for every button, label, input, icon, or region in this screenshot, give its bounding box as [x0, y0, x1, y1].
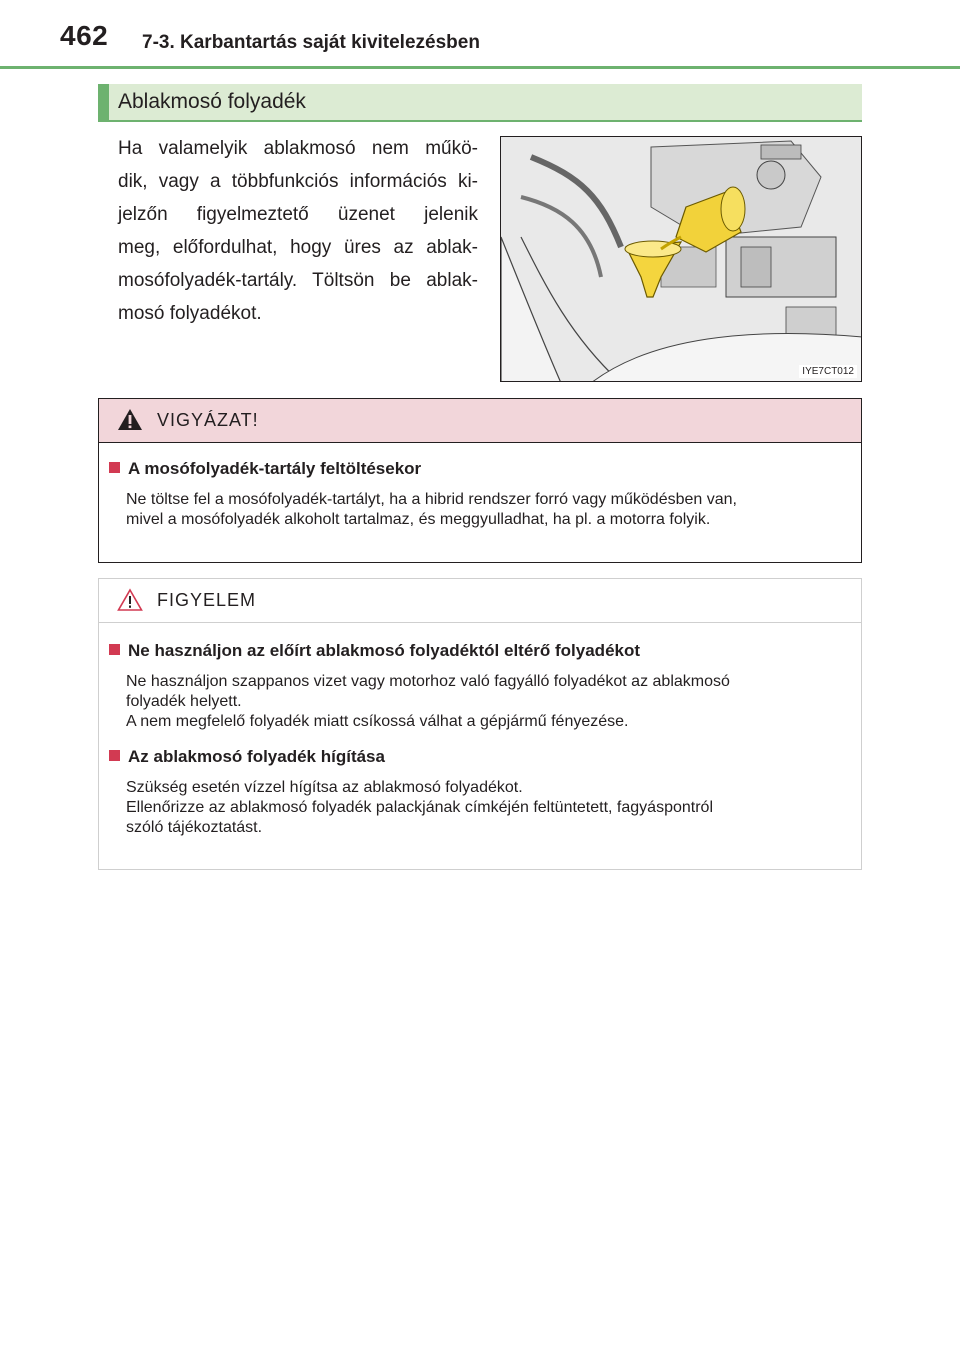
intro-line: mosó folyadékot. — [118, 303, 262, 324]
intro-line: Ha valamelyik ablakmosó nem műkö- — [118, 138, 478, 159]
intro-line: dik, vagy a többfunkciós információs ki- — [118, 171, 478, 192]
warning-body-line: mivel a mosófolyadék alkoholt tartalmaz, és meggyulladhat, ha pl. a motorra folyik. — [126, 511, 711, 528]
warning-item-heading-wrap — [109, 459, 421, 479]
intro-line: mosófolyadék-tartály. Töltsön be ablak- — [118, 270, 478, 291]
header-divider — [0, 66, 960, 69]
notice-body-line: Szükség esetén vízzel hígítsa az ablakmosó folyadékot. — [126, 779, 523, 796]
notice-item-heading: Az ablakmosó folyadék hígítása — [128, 747, 385, 766]
engine-bay-illustration — [500, 136, 862, 382]
intro-paragraph — [118, 132, 478, 330]
notice-item-heading-wrap — [109, 747, 385, 767]
notice-item-body — [126, 672, 846, 732]
notice-body-line: folyadék helyett. — [126, 693, 242, 710]
page-number: 462 — [60, 20, 109, 51]
image-code: IYE7CT012 — [799, 365, 857, 378]
intro-line: jelzőn figyelmeztető üzenet jelenik — [118, 204, 478, 225]
warning-box-header — [99, 399, 861, 443]
warning-box — [98, 398, 862, 563]
square-bullet-icon — [109, 750, 120, 761]
notice-item-heading-wrap — [109, 641, 640, 661]
notice-box — [98, 578, 862, 870]
intro-line: meg, előfordulhat, hogy üres az ablak- — [118, 237, 478, 258]
notice-item-body — [126, 778, 846, 838]
notice-label: FIGYELEM — [157, 590, 257, 610]
notice-body-line: szóló tájékoztatást. — [126, 819, 263, 836]
warning-label: VIGYÁZAT! — [157, 410, 259, 430]
square-bullet-icon — [109, 644, 120, 655]
section-title: Ablakmosó folyadék — [118, 90, 306, 113]
notice-body-line: Ne használjon szappanos vizet vagy motorhoz való fagyálló folyadékot az ablakmosó — [126, 673, 730, 690]
warning-body-line: Ne töltse fel a mosófolyadék-tartályt, ha a hibrid rendszer forró vagy működésben van, — [126, 491, 737, 508]
section-header — [98, 84, 862, 122]
notice-body-line: A nem megfelelő folyadék miatt csíkossá válhat a gépjármű fényezése. — [126, 713, 629, 730]
notice-body-line: Ellenőrizze az ablakmosó folyadék palackjának címkéjén feltüntetett, fagyáspontról — [126, 799, 713, 816]
warning-item-body — [126, 490, 846, 530]
chapter-title: 7-3. Karbantartás saját kivitelezésben — [142, 32, 480, 53]
engine-bay-drawing — [501, 137, 862, 382]
notice-box-header — [99, 579, 861, 623]
warning-triangle-icon — [117, 408, 143, 431]
notice-item-heading: Ne használjon az előírt ablakmosó folyadéktól eltérő folyadékot — [128, 641, 641, 660]
warning-item-heading: A mosófolyadék-tartály feltöltésekor — [128, 459, 422, 478]
square-bullet-icon — [109, 462, 120, 473]
section-header-accent-bar — [98, 84, 109, 120]
caution-triangle-icon — [117, 588, 143, 611]
